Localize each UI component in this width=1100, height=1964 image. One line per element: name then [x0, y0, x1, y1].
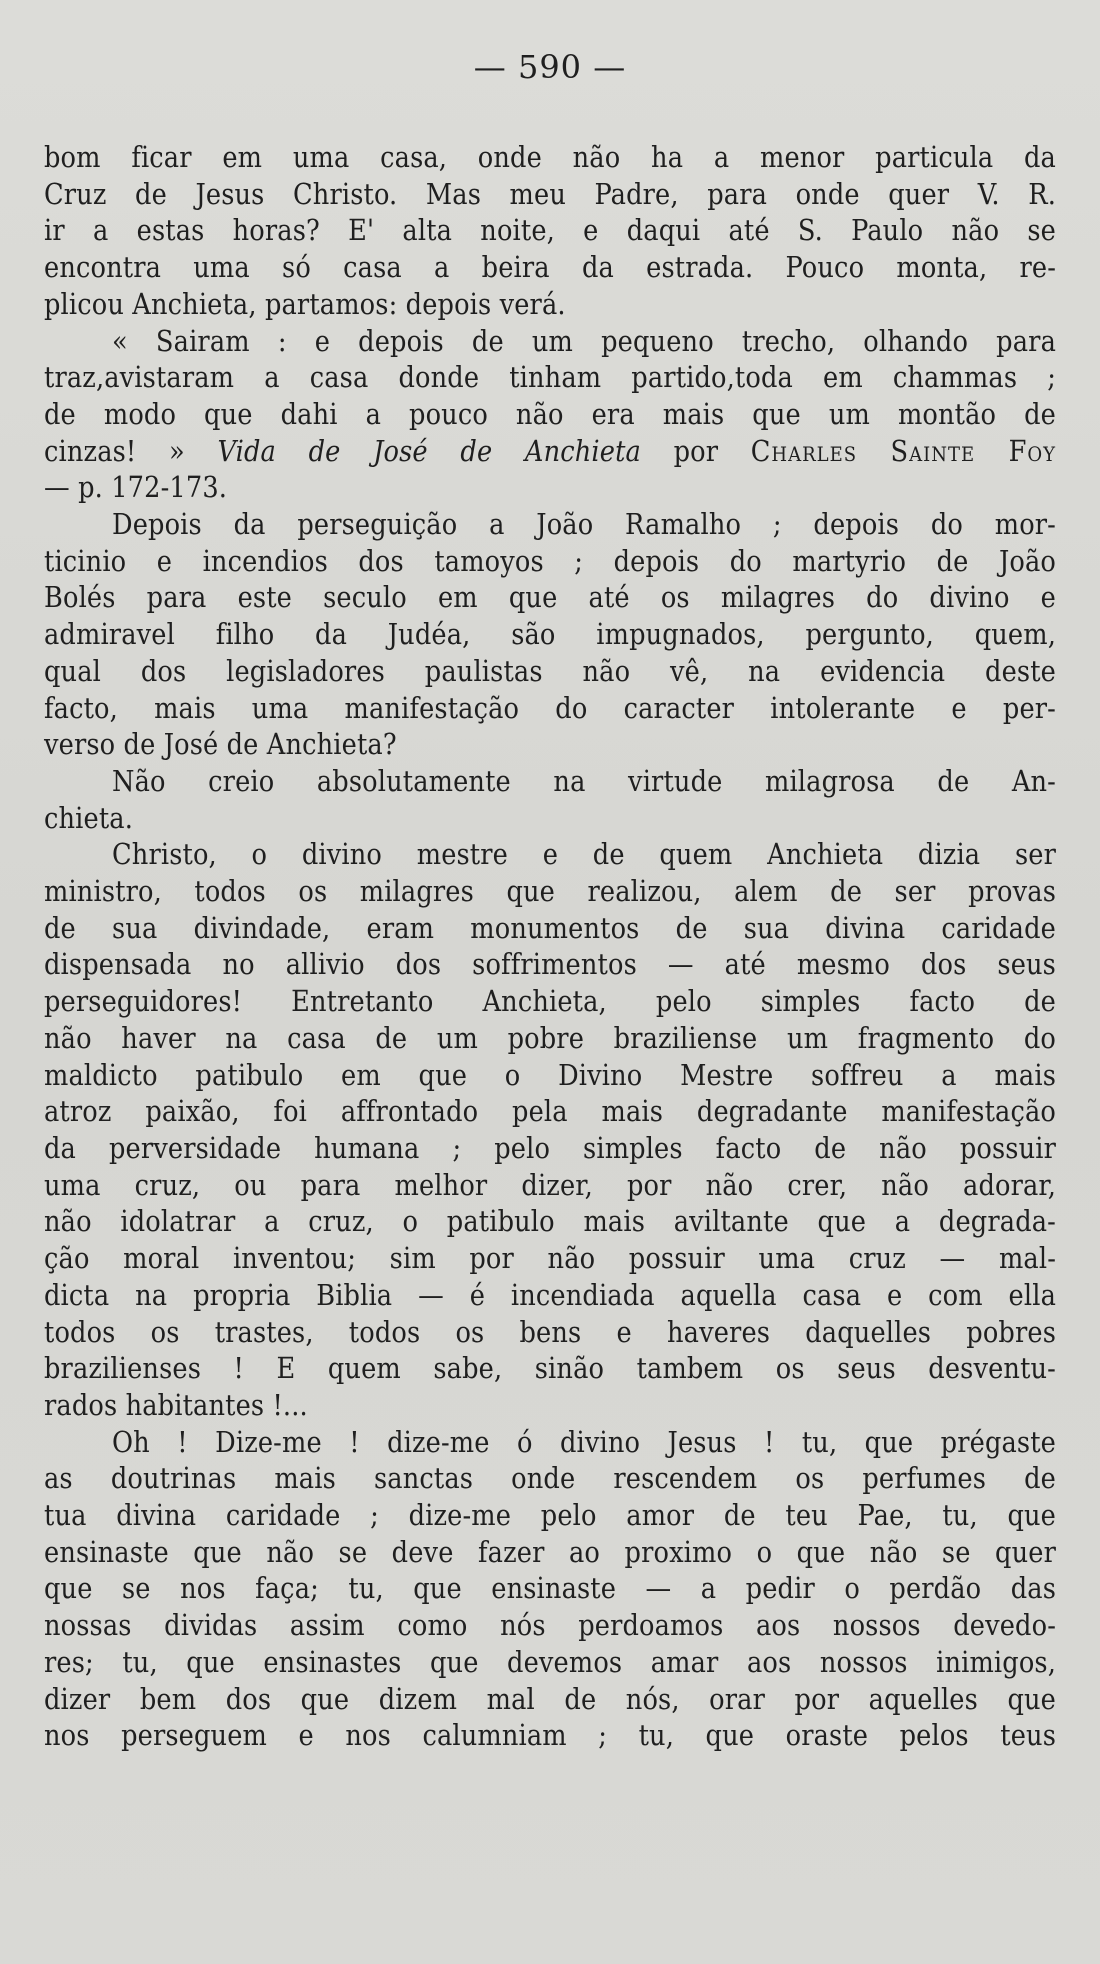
paragraph-p5 — [44, 837, 1056, 1424]
text-line: facto, mais uma manifestação do caracter intolerante e per- — [44, 691, 1056, 725]
text-line: de sua divindade, eram monumentos de sua divina caridade — [44, 911, 1056, 945]
text-line — [44, 434, 1056, 471]
text-line: de modo que dahi a pouco não era mais que um montão de — [44, 397, 1056, 431]
text-line: todos os trastes, todos os bens e haveres daquelles pobres — [44, 1315, 1056, 1349]
citation-pre: cinzas! » — [44, 434, 218, 468]
text-line: não haver na casa de um pobre braziliense um fragmento do — [44, 1021, 1056, 1055]
body-text — [44, 140, 1056, 1755]
text-line: encontra uma só casa a beira da estrada. Pouco monta, re- — [44, 251, 1056, 285]
author-name: Charles Sainte Foy — [750, 434, 1056, 468]
text-line: qual dos legisladores paulistas não vê, na evidencia deste — [44, 654, 1056, 688]
text-line: que se nos faça; tu, que ensinaste — a pedir o perdão das — [44, 1572, 1056, 1606]
text-line: Depois da perseguição a João Ramalho ; depois do mor- — [112, 508, 1056, 542]
text-line: tua divina caridade ; dize-me pelo amor de teu Pae, tu, que — [44, 1499, 1056, 1533]
paragraph-container — [44, 140, 1056, 1755]
text-line: Christo, o divino mestre e de quem Anchieta dizia ser — [112, 838, 1056, 872]
text-line: verso de José de Anchieta? — [44, 728, 397, 762]
text-line: ministro, todos os milagres que realizou, alem de ser provas — [44, 875, 1056, 909]
paragraph-p6 — [44, 1425, 1056, 1755]
text-line: chieta. — [44, 801, 134, 835]
text-line: Bolés para este seculo em que até os milagres do divino e — [44, 581, 1056, 615]
text-line: brazilienses ! E quem sabe, sinão tambem os seus desventu- — [44, 1352, 1056, 1386]
paragraph-p3 — [44, 507, 1056, 764]
text-line: traz,avistaram a casa donde tinham partido,toda em chammas ; — [44, 361, 1056, 395]
citation-by: por — [640, 434, 751, 468]
paragraph-p1 — [44, 140, 1056, 324]
text-line: atroz paixão, foi affrontado pela mais degradante manifestação — [44, 1095, 1056, 1129]
text-line: — p. 172-173. — [44, 471, 228, 505]
text-line: não idolatrar a cruz, o patibulo mais aviltante que a degrada- — [44, 1205, 1056, 1239]
text-line: nos perseguem e nos calumniam ; tu, que oraste pelos teus — [44, 1719, 1056, 1753]
text-line: ticinio e incendios dos tamoyos ; depois do martyrio de João — [44, 544, 1056, 578]
text-line: uma cruz, ou para melhor dizer, por não crer, não adorar, — [44, 1168, 1056, 1202]
text-line: Oh ! Dize-me ! dize-me ó divino Jesus ! tu, que prégaste — [112, 1425, 1056, 1459]
text-line: « Sairam : e depois de um pequeno trecho, olhando para — [112, 324, 1056, 358]
text-line: bom ficar em uma casa, onde não ha a menor particula da — [44, 141, 1056, 174]
text-line: res; tu, que ensinastes que devemos amar aos nossos inimigos, — [44, 1645, 1056, 1679]
text-line: dizer bem dos que dizem mal de nós, orar por aquelles que — [44, 1682, 1056, 1716]
text-line: dispensada no allivio dos soffrimentos — até mesmo dos seus — [44, 948, 1056, 982]
page-number: — 590 — — [473, 48, 627, 86]
text-line: dicta na propria Biblia — é incendiada aquella casa e com ella — [44, 1278, 1056, 1312]
text-line: ir a estas horas? E' alta noite, e daqui até S. Paulo não se — [44, 214, 1056, 248]
text-line: rados habitantes !... — [44, 1388, 308, 1422]
text-line: maldicto patibulo em que o Divino Mestre soffreu a mais — [44, 1058, 1056, 1092]
text-line: nossas dividas assim como nós perdoamos aos nossos devedo- — [44, 1609, 1056, 1643]
text-line: perseguidores! Entretanto Anchieta, pelo simples facto de — [44, 985, 1056, 1019]
text-line: as doutrinas mais sanctas onde rescendem os perfumes de — [44, 1462, 1056, 1496]
text-line: ensinaste que não se deve fazer ao proximo o que não se quer — [44, 1535, 1056, 1569]
paragraph-p4 — [44, 764, 1056, 837]
text-line: plicou Anchieta, partamos: depois verá. — [44, 287, 566, 321]
paragraph-p2 — [44, 324, 1056, 508]
text-line: Cruz de Jesus Christo. Mas meu Padre, para onde quer V. R. — [44, 177, 1056, 211]
text-line: da perversidade humana ; pelo simples facto de não possuir — [44, 1131, 1056, 1165]
text-line: ção moral inventou; sim por não possuir uma cruz — mal- — [44, 1242, 1056, 1276]
book-title: Vida de José de Anchieta — [217, 434, 641, 468]
text-line: admiravel filho da Judéa, são impugnados, pergunto, quem, — [44, 618, 1056, 652]
text-line: Não creio absolutamente na virtude milagrosa de An- — [112, 764, 1056, 798]
